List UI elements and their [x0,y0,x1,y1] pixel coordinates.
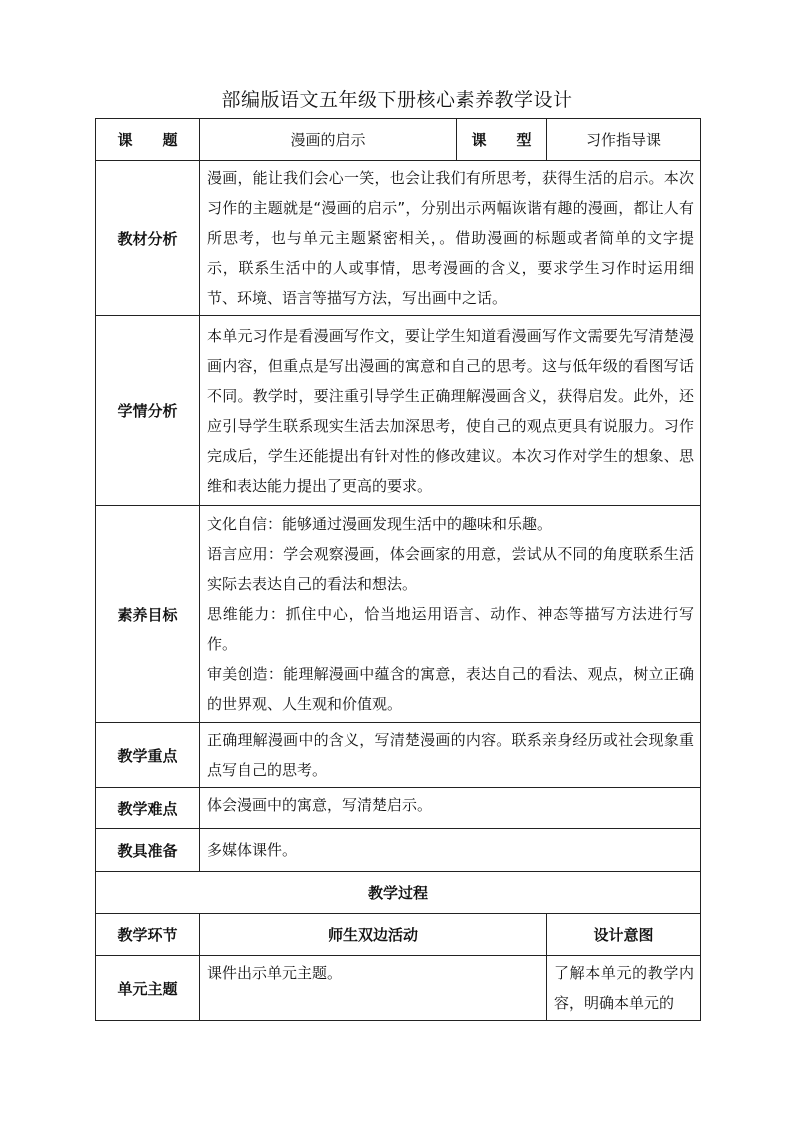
materials-text: 多媒体课件。 [200,829,701,872]
materials-label: 教具准备 [96,829,200,872]
goal-item: 语言应用：学会观察漫画，体会画家的用意，尝试从不同的角度联系生活实际去表达自己的看法和想法。 [207,545,695,593]
header-row [96,119,701,161]
difficulties-row [96,788,701,829]
student-analysis-label: 学情分析 [96,316,200,506]
col-intent-header: 设计意图 [547,914,701,956]
student-analysis-row [96,316,701,506]
topic-value: 漫画的启示 [200,119,457,161]
difficulties-text: 体会漫画中的寓意，写清楚启示。 [200,788,701,829]
materials-row [96,829,701,872]
material-analysis-row [96,161,701,316]
key-points-label: 教学重点 [96,723,200,788]
type-label: 课 型 [457,119,547,161]
lesson-plan-table [95,118,701,1021]
difficulties-label: 教学难点 [96,788,200,829]
process-intent: 了解本单元的教学内容，明确本单元的 [547,956,701,1021]
goal-item: 文化自信：能够通过漫画发现生活中的趣味和乐趣。 [207,515,553,533]
process-header-row [96,914,701,956]
process-title: 教学过程 [96,872,701,914]
col-stage-header: 教学环节 [96,914,200,956]
key-points-row [96,723,701,788]
page-title: 部编版语文五年级下册核心素养教学设计 [221,89,573,111]
col-activity-header: 师生双边活动 [200,914,547,956]
key-points-text: 正确理解漫画中的含义，写清楚漫画的内容。联系亲身经历或社会现象重点写自己的思考。 [200,723,701,788]
material-analysis-text: 漫画，能让我们会心一笑，也会让我们有所思考，获得生活的启示。本次习作的主题就是“漫画的启示”，分别出示两幅诙谐有趣的漫画，都让人有所思考，也与单元主题紧密相关，。借助漫画的标题或者简单的文字提示，联系生活中的人或事情，思考漫画的含义，要求学生习作时运用细节、环境、语言等描写方法，写出画中之话。 [200,161,701,316]
literacy-goals-list [200,506,701,723]
process-row [96,956,701,1021]
literacy-goals-row [96,506,701,723]
topic-label: 课 题 [96,119,200,161]
process-activity: 课件出示单元主题。 [200,956,547,1021]
type-value: 习作指导课 [547,119,701,161]
material-analysis-label: 教材分析 [96,161,200,316]
goal-item: 审美创造：能理解漫画中蕴含的寓意，表达自己的看法、观点，树立正确的世界观、人生观和价值观。 [207,665,695,713]
process-stage: 单元主题 [96,956,200,1021]
process-title-row [96,872,701,914]
goal-item: 思维能力：抓住中心，恰当地运用语言、动作、神态等描写方法进行写作。 [207,605,695,653]
student-analysis-text: 本单元习作是看漫画写作文，要让学生知道看漫画写作文需要先写清楚漫画内容，但重点是写出漫画的寓意和自己的思考。这与低年级的看图写话不同。教学时，要注重引导学生正确理解漫画含义，获得启发。此外，还应引导学生联系现实生活去加深思考，使自己的观点更具有说服力。习作完成后，学生还能提出有针对性的修改建议。本次习作对学生的想象、思维和表达能力提出了更高的要求。 [200,316,701,506]
literacy-goals-label: 素养目标 [96,506,200,723]
